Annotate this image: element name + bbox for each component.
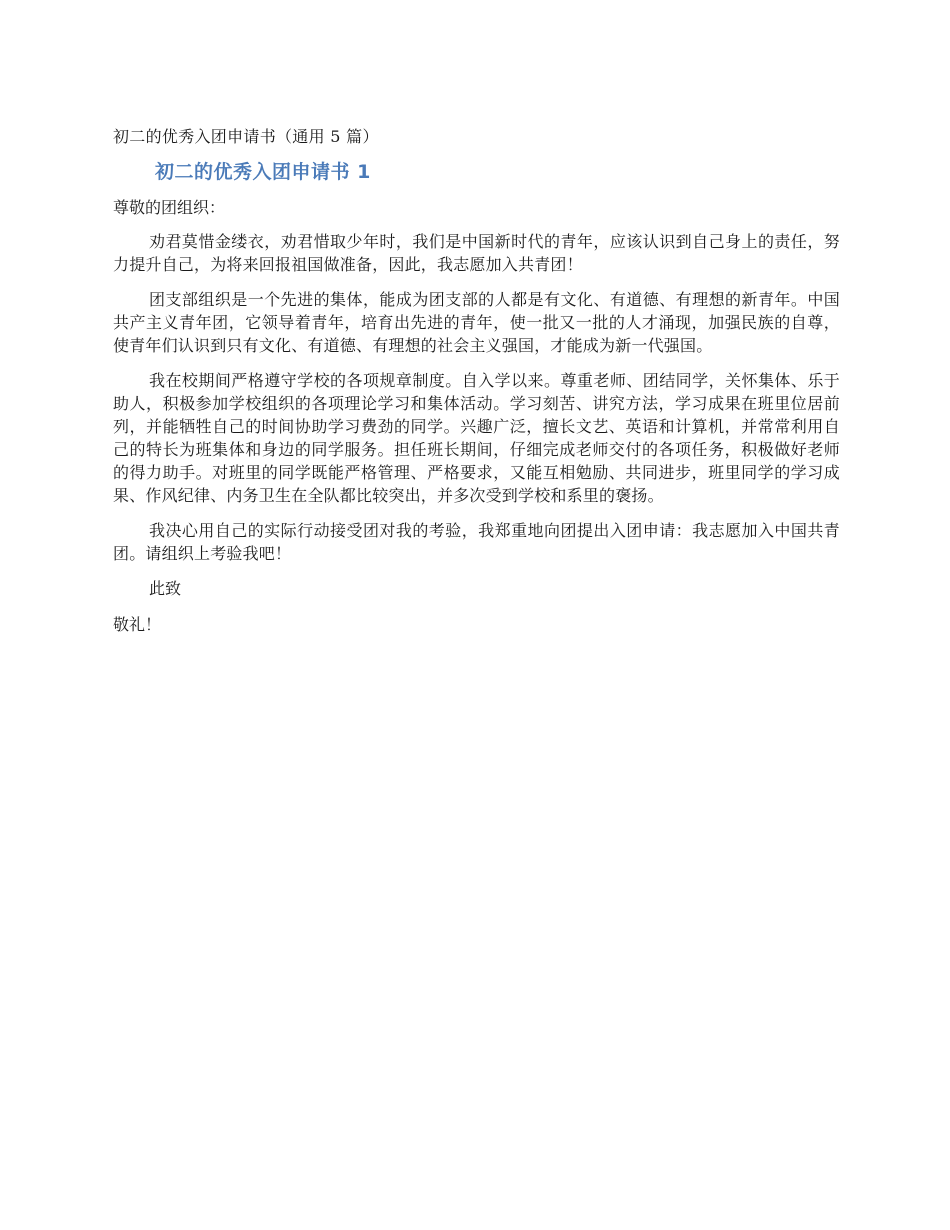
paragraph-4: 我决心用自己的实际行动接受团对我的考验，我郑重地向团提出入团申请：我志愿加入中国共青团。请组织上考验我吧！ bbox=[113, 521, 840, 563]
section-heading: 初二的优秀入团申请书 1 bbox=[155, 161, 371, 183]
document-title: 初二的优秀入团申请书（通用 5 篇） bbox=[113, 127, 379, 146]
document-page bbox=[113, 124, 840, 637]
paragraph-1: 劝君莫惜金缕衣，劝君惜取少年时，我们是中国新时代的青年，应该认识到自己身上的责任，努力提升自己，为将来回报祖国做准备，因此，我志愿加入共青团！ bbox=[113, 232, 840, 274]
closing-phrase: 此致 bbox=[149, 579, 182, 598]
paragraph-3: 我在校期间严格遵守学校的各项规章制度。自入学以来。尊重老师、团结同学，关怀集体、乐于助人，积极参加学校组织的各项理论学习和集体活动。学习刻苦、讲究方法，学习成果在班里位居前列，并能牺牲自己的时间协助学习费劲的同学。兴趣广泛，擅长文艺、英语和计算机，并常常利用自己的特长为班集体和身边的同学服务。担任班长期间，仔细完成老师交付的各项任务，积极做好老师的得力助手。对班里的同学既能严格管理、严格要求，又能互相勉励、共同进步，班里同学的学习成果、作风纪律、内务卫生在全队都比较突出，并多次受到学校和系里的褒扬。 bbox=[113, 371, 840, 505]
regards-phrase: 敬礼！ bbox=[113, 615, 162, 634]
salutation: 尊敬的团组织： bbox=[113, 198, 226, 217]
paragraph-2: 团支部组织是一个先进的集体，能成为团支部的人都是有文化、有道德、有理想的新青年。中国共产主义青年团，它领导着青年，培育出先进的青年，使一批又一批的人才涌现，加强民族的自尊，使青年们认识到只有文化、有道德、有理想的社会主义强国，才能成为新一代强国。 bbox=[113, 290, 840, 355]
